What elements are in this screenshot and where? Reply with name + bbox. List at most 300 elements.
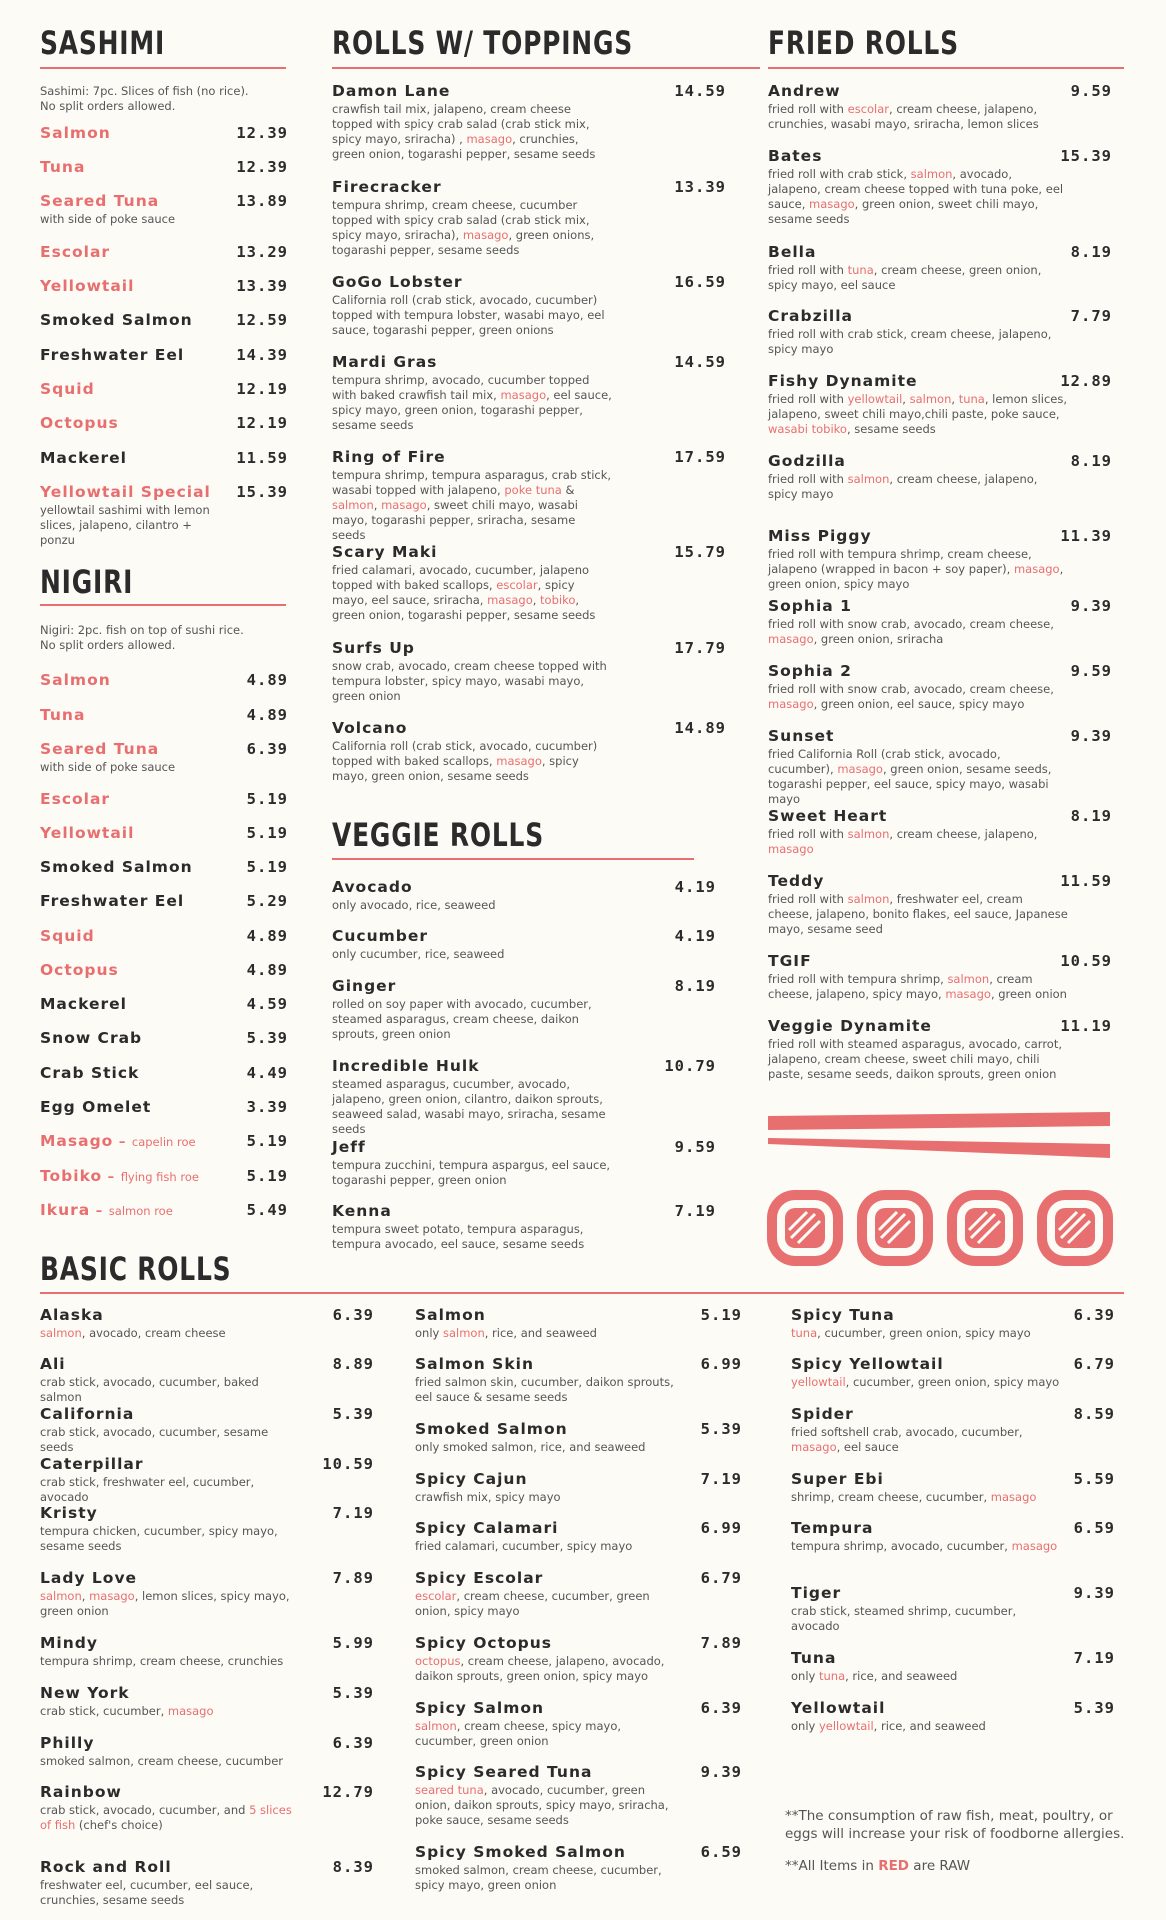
sashimi-item: [40, 483, 288, 548]
basic-roll-item: [40, 1734, 374, 1769]
ingredient-text: steamed asparagus, cucumber, avocado, jalapeno, green onion, cilantro, daikon sprouts, seaweed salad, wasabi mayo, sriracha, sesame seeds: [332, 1077, 606, 1136]
raw-ingredient-text: octopus: [415, 1654, 461, 1668]
item-row: [332, 273, 726, 293]
item-description: [332, 1222, 617, 1252]
item-row: [332, 639, 726, 659]
item-price: 14.89: [674, 719, 726, 737]
ingredient-text: , green onion, togarashi pepper, sesame seeds: [332, 593, 596, 622]
sashimi-note: [40, 84, 249, 114]
topping-roll-item: [332, 273, 726, 338]
item-price: 15.39: [236, 483, 288, 501]
item-description: [40, 1475, 302, 1505]
item-row: [40, 277, 288, 297]
raw-ingredient-text: masago: [496, 754, 542, 768]
item-price: 13.29: [236, 243, 288, 261]
raw-ingredient-text: masago: [945, 987, 991, 1001]
item-row: [40, 1684, 374, 1704]
ingredient-text: fried roll with snow crab, avocado, cream cheese,: [768, 682, 1054, 696]
basic-rolls-heading: BASIC ROLLS: [40, 1250, 232, 1288]
item-description: [332, 997, 617, 1042]
item-price: 9.39: [1070, 727, 1112, 745]
roe-separator: –: [102, 1170, 121, 1185]
item-price: 6.79: [700, 1569, 742, 1587]
raw-footnote-prefix: **All Items in: [785, 1858, 879, 1874]
item-row: [40, 790, 288, 810]
item-row: [40, 740, 288, 760]
item-price: 5.19: [246, 824, 288, 842]
basic-roll-item: [791, 1405, 1115, 1455]
item-name: Escolar: [40, 790, 111, 808]
item-name: Bates: [768, 147, 823, 165]
item-name: Bella: [768, 243, 817, 261]
ingredient-text: fried roll with: [768, 892, 848, 906]
item-row: [768, 872, 1112, 892]
item-name: Jeff: [332, 1138, 366, 1156]
item-description: [40, 1326, 302, 1341]
ingredient-text: crab stick, avocado, cucumber, baked salmon: [40, 1375, 259, 1404]
item-row: [791, 1306, 1115, 1326]
item-name: Tobiko – flying fish roe: [40, 1167, 199, 1185]
basic-rolls-rule: [40, 1292, 1124, 1294]
item-description: [768, 327, 1068, 357]
item-row: [768, 307, 1112, 327]
ingredient-text: (chef's choice): [75, 1818, 163, 1832]
ingredient-text: , lemon slices, spicy mayo, green onion: [40, 1589, 290, 1618]
item-row: [791, 1470, 1115, 1490]
item-price: 7.89: [700, 1634, 742, 1652]
item-name: Freshwater Eel: [40, 346, 185, 364]
item-price: 6.39: [1073, 1306, 1115, 1324]
item-description: [40, 1425, 302, 1455]
sushi-roll-icon: [1035, 1188, 1115, 1268]
item-price: 9.39: [700, 1763, 742, 1781]
fried-roll-item: [768, 727, 1112, 807]
raw-ingredient-text: masago: [791, 1440, 837, 1454]
sashimi-item: [40, 243, 288, 263]
item-price: 4.89: [246, 671, 288, 689]
item-row: [40, 892, 288, 912]
ingredient-text: , rice, and seaweed: [873, 1719, 986, 1733]
item-row: [768, 1017, 1112, 1037]
basic-roll-item: [791, 1584, 1115, 1634]
item-price: 10.59: [1060, 952, 1112, 970]
item-description: [415, 1326, 675, 1341]
item-row: [40, 1858, 374, 1878]
fried-roll-item: [768, 597, 1112, 647]
raw-footnote-red-word: RED: [878, 1858, 910, 1874]
item-name: Teddy: [768, 872, 825, 890]
nigiri-note-line: Nigiri: 2pc. fish on top of sushi rice.: [40, 623, 244, 637]
nigiri-heading: NIGIRI: [40, 563, 134, 601]
sashimi-item: [40, 158, 288, 178]
item-name: Mackerel: [40, 995, 127, 1013]
item-price: 4.49: [246, 1064, 288, 1082]
raw-ingredient-text: masago: [167, 1704, 214, 1718]
item-name: Octopus: [40, 961, 119, 979]
raw-ingredient-text: escolar: [847, 102, 890, 116]
item-name: Tiger: [791, 1584, 842, 1602]
item-name: Spider: [791, 1405, 854, 1423]
item-description: [791, 1539, 1061, 1554]
basic-roll-item: [415, 1699, 742, 1749]
raw-ingredient-text: masago: [768, 842, 814, 856]
topping-roll-item: [332, 543, 726, 623]
item-name: Spicy Cajun: [415, 1470, 528, 1488]
ingredient-text: , spicy mayo, green onion, sesame seeds: [332, 754, 579, 783]
item-price: 5.19: [700, 1306, 742, 1324]
item-description: [415, 1863, 675, 1893]
item-row: [791, 1584, 1115, 1604]
sashimi-note-line: Sashimi: 7pc. Slices of fish (no rice).: [40, 84, 249, 98]
raw-ingredient-text: yellowtail: [818, 1719, 874, 1733]
fried-roll-item: [768, 952, 1112, 1002]
basic-roll-item: [415, 1519, 742, 1554]
fried-roll-item: [768, 662, 1112, 712]
raw-ingredient-text: masago: [1011, 1539, 1058, 1553]
ingredient-text: crab stick, freshwater eel, cucumber, avocado: [40, 1475, 255, 1504]
item-row: [40, 927, 288, 947]
item-name: Spicy Calamari: [415, 1519, 559, 1537]
ingredient-text: fried roll with: [768, 472, 848, 486]
fried-roll-item: [768, 147, 1112, 227]
item-row: [791, 1649, 1115, 1669]
ingredient-text: fried calamari, avocado, cucumber, jalapeno topped with baked scallops,: [332, 563, 590, 592]
item-price: 7.19: [332, 1504, 374, 1522]
rolls-toppings-rule: [332, 67, 760, 69]
item-row: [332, 1138, 716, 1158]
nigiri-rule: [40, 604, 286, 606]
rolls-toppings-heading: ROLLS W/ TOPPINGS: [332, 24, 633, 62]
item-row: [768, 662, 1112, 682]
ingredient-text: fried roll with crab stick, cream cheese, jalapeno, spicy mayo: [768, 327, 1052, 356]
item-name: Spicy Smoked Salmon: [415, 1843, 626, 1861]
item-description: [332, 102, 612, 162]
nigiri-item: [40, 824, 288, 844]
item-description: [40, 1589, 302, 1619]
item-row: [40, 1098, 288, 1118]
ingredient-text: , cream cheese, spicy mayo, cucumber, green onion: [415, 1719, 622, 1748]
ingredient-text: , spicy mayo, eel sauce, sriracha,: [332, 578, 575, 607]
item-name: Tuna: [40, 158, 86, 176]
item-row: [40, 1201, 288, 1221]
basic-roll-item: [791, 1519, 1115, 1554]
item-row: [332, 977, 716, 997]
basic-roll-item: [415, 1470, 742, 1505]
item-row: [415, 1634, 742, 1654]
item-name: Freshwater Eel: [40, 892, 185, 910]
item-row: [40, 1734, 374, 1754]
ingredient-text: tempura shrimp, avocado, cucumber topped with baked crawfish tail mix,: [332, 373, 590, 402]
item-row: [40, 483, 288, 503]
item-price: 8.59: [1073, 1405, 1115, 1423]
basic-roll-item: [791, 1699, 1115, 1734]
item-row: [40, 1306, 374, 1326]
item-name: Yellowtail: [40, 824, 135, 842]
ingredient-text: with side of poke sauce: [40, 760, 176, 774]
basic-roll-item: [791, 1470, 1115, 1505]
item-row: [40, 311, 288, 331]
item-price: 13.39: [674, 178, 726, 196]
ingredient-text: , sesame seeds: [846, 422, 936, 436]
item-name: Cucumber: [332, 927, 429, 945]
raw-ingredient-text: masago: [462, 228, 509, 242]
item-price: 4.59: [246, 995, 288, 1013]
item-name: Fishy Dynamite: [768, 372, 918, 390]
item-name: Spicy Seared Tuna: [415, 1763, 593, 1781]
ingredient-text: , green onion, sriracha: [813, 632, 944, 646]
item-price: 9.59: [1070, 662, 1112, 680]
item-price: 7.19: [1073, 1649, 1115, 1667]
raw-ingredient-text: masago: [89, 1589, 135, 1603]
basic-roll-item: [415, 1763, 742, 1828]
raw-ingredient-text: tuna: [791, 1326, 818, 1340]
item-name: California: [40, 1405, 135, 1423]
item-description: [415, 1539, 675, 1554]
item-description: [791, 1604, 1061, 1634]
item-row: [40, 192, 288, 212]
item-price: 10.79: [664, 1057, 716, 1075]
item-name: Andrew: [768, 82, 841, 100]
item-row: [40, 858, 288, 878]
ingredient-text: , cream cheese, green onion, spicy mayo, eel sauce: [768, 263, 1042, 292]
ingredient-text: only smoked salmon, rice, and seaweed: [415, 1440, 646, 1454]
ingredient-text: ,: [81, 1589, 90, 1603]
veggie-rolls-heading: VEGGIE ROLLS: [332, 816, 544, 854]
ingredient-text: fried roll with: [768, 263, 848, 277]
item-price: 9.39: [1070, 597, 1112, 615]
item-price: 4.19: [674, 878, 716, 896]
item-row: [40, 449, 288, 469]
ingredient-text: , rice, and seaweed: [484, 1326, 597, 1340]
ingredient-text: , eel sauce: [836, 1440, 899, 1454]
item-name: Surfs Up: [332, 639, 415, 657]
ingredient-text: tempura shrimp, cream cheese, crunchies: [40, 1654, 284, 1668]
fried-roll-item: [768, 82, 1112, 132]
ingredient-text: shrimp, cream cheese, cucumber,: [791, 1490, 991, 1504]
raw-ingredient-text: masago: [768, 697, 814, 711]
item-name: Spicy Tuna: [791, 1306, 895, 1324]
ingredient-text: fried calamari, cucumber, spicy mayo: [415, 1539, 633, 1553]
ingredient-text: yellowtail sashimi with lemon slices, jalapeno, cilantro + ponzu: [40, 503, 210, 547]
item-description: [415, 1375, 675, 1405]
veggie-rolls-rule: [332, 858, 694, 860]
item-row: [768, 372, 1112, 392]
item-name: Masago – capelin roe: [40, 1132, 196, 1150]
item-description: [768, 747, 1068, 807]
basic-roll-item: [415, 1634, 742, 1684]
roe-description: salmon roe: [108, 1204, 173, 1218]
item-name: Spicy Salmon: [415, 1699, 545, 1717]
veggie-roll-item: [332, 977, 716, 1042]
ingredient-text: smoked salmon, cream cheese, cucumber: [40, 1754, 284, 1768]
ingredient-text: tempura shrimp, tempura asparagus, crab stick, wasabi topped with jalapeno,: [332, 468, 612, 497]
raw-ingredient-text: salmon: [442, 1326, 485, 1340]
item-price: 5.19: [246, 1132, 288, 1150]
item-price: 6.59: [700, 1843, 742, 1861]
item-description: [332, 373, 612, 433]
item-name: Mardi Gras: [332, 353, 438, 371]
nigiri-item: [40, 1029, 288, 1049]
ingredient-text: fried salmon skin, cucumber, daikon sprouts, eel sauce & sesame seeds: [415, 1375, 674, 1404]
item-description: [791, 1425, 1061, 1455]
nigiri-item: [40, 671, 288, 691]
ingredient-text: fried roll with: [768, 102, 848, 116]
raw-ingredient-text: salmon: [847, 472, 890, 486]
ingredient-text: , eel sauce, spicy mayo, green onion, togarashi pepper, sesame seeds: [332, 388, 612, 432]
ingredient-text: ,: [951, 392, 959, 406]
item-row: [40, 414, 288, 434]
item-price: 17.79: [674, 639, 726, 657]
item-name: Yellowtail: [40, 277, 135, 295]
item-price: 5.49: [246, 1201, 288, 1219]
item-row: [791, 1405, 1115, 1425]
item-row: [332, 1202, 716, 1222]
item-row: [40, 706, 288, 726]
item-row: [40, 1132, 288, 1152]
item-price: 8.19: [1070, 807, 1112, 825]
item-price: 5.59: [1073, 1470, 1115, 1488]
item-name: Escolar: [40, 243, 111, 261]
ingredient-text: fried roll with crab stick,: [768, 167, 911, 181]
item-row: [768, 807, 1112, 827]
nigiri-item: [40, 892, 288, 912]
ingredient-text: , cucumber, green onion, spicy mayo: [845, 1375, 1060, 1389]
item-name: Yellowtail: [791, 1699, 886, 1717]
item-row: [768, 452, 1112, 472]
ingredient-text: crab stick, avocado, cucumber, sesame seeds: [40, 1425, 269, 1454]
item-name: Yellowtail Special: [40, 483, 211, 501]
item-name: Kenna: [332, 1202, 392, 1220]
item-price: 16.59: [674, 273, 726, 291]
ingredient-text: , lemon slices, jalapeno, sweet chili mayo,chili paste, poke sauce,: [768, 392, 1068, 421]
ingredient-text: , cream cheese, jalapeno, avocado, daikon sprouts, green onion, spicy mayo: [415, 1654, 665, 1683]
item-name: Kristy: [40, 1504, 98, 1522]
ingredient-text: , green onion, sesame seeds, togarashi pepper, eel sauce, spicy mayo, wasabi mayo: [768, 762, 1052, 806]
raw-ingredient-text: salmon: [947, 972, 990, 986]
item-name: Ginger: [332, 977, 397, 995]
fried-roll-item: [768, 1017, 1112, 1082]
item-name: Salmon: [40, 671, 111, 689]
item-price: 5.99: [332, 1634, 374, 1652]
item-name: Salmon Skin: [415, 1355, 534, 1373]
item-name: Smoked Salmon: [40, 311, 193, 329]
item-row: [768, 147, 1112, 167]
basic-roll-item: [791, 1649, 1115, 1684]
item-price: 4.89: [246, 927, 288, 945]
chopstick-lower: [768, 1138, 1110, 1158]
item-name: Salmon: [415, 1306, 486, 1324]
basic-roll-item: [40, 1405, 374, 1455]
item-description: [791, 1669, 1061, 1684]
ingredient-text: fried roll with tempura shrimp, cream cheese, jalapeno (wrapped in bacon + soy paper),: [768, 547, 1032, 576]
item-description: [768, 263, 1068, 293]
item-price: 6.79: [1073, 1355, 1115, 1373]
raw-ingredient-text: masago: [487, 593, 533, 607]
fried-roll-item: [768, 243, 1112, 293]
item-name: Squid: [40, 927, 95, 945]
item-price: 3.39: [246, 1098, 288, 1116]
item-price: 12.19: [236, 380, 288, 398]
nigiri-item: [40, 1167, 288, 1187]
item-row: [40, 158, 288, 178]
fried-roll-item: [768, 452, 1112, 502]
item-name: Ikura – salmon roe: [40, 1201, 173, 1219]
item-price: 14.59: [674, 353, 726, 371]
item-price: 6.39: [246, 740, 288, 758]
basic-roll-item: [40, 1504, 374, 1554]
raw-ingredient-text: masago: [500, 388, 547, 402]
item-name: Snow Crab: [40, 1029, 143, 1047]
item-name: Crabzilla: [768, 307, 853, 325]
item-row: [332, 1057, 716, 1077]
item-row: [791, 1519, 1115, 1539]
item-row: [40, 671, 288, 691]
item-price: 9.39: [1073, 1584, 1115, 1602]
roe-description: capelin roe: [131, 1135, 196, 1149]
raw-ingredient-text: yellowtail: [791, 1375, 846, 1389]
nigiri-item: [40, 1201, 288, 1221]
item-row: [40, 1029, 288, 1049]
item-description: [791, 1326, 1061, 1341]
item-price: 11.19: [1060, 1017, 1112, 1035]
item-row: [332, 448, 726, 468]
sashimi-note-line: No split orders allowed.: [40, 99, 176, 113]
item-row: [415, 1699, 742, 1719]
ingredient-text: , sweet chili mayo, wasabi mayo, togarashi pepper, sriracha, sesame seeds: [332, 498, 578, 542]
ingredient-text: , cream cheese, jalapeno,: [889, 827, 1038, 841]
item-row: [415, 1519, 742, 1539]
raw-ingredient-text: salmon: [40, 1589, 82, 1603]
item-price: 4.89: [246, 706, 288, 724]
raw-ingredient-text: salmon: [415, 1719, 457, 1733]
nigiri-item: [40, 706, 288, 726]
item-description: [332, 898, 617, 913]
roe-separator: –: [90, 1204, 109, 1219]
ingredient-text: , rice, and seaweed: [845, 1669, 958, 1683]
item-price: 6.59: [1073, 1519, 1115, 1537]
item-name: Crab Stick: [40, 1064, 140, 1082]
item-description: [791, 1719, 1061, 1734]
nigiri-item: [40, 1064, 288, 1084]
item-description: [332, 1158, 617, 1188]
item-description: [40, 1654, 302, 1669]
item-name: Seared Tuna: [40, 740, 160, 758]
nigiri-item: [40, 927, 288, 947]
topping-roll-item: [332, 639, 726, 704]
ingredient-text: crawfish mix, spicy mayo: [415, 1490, 561, 1504]
basic-roll-item: [415, 1843, 742, 1893]
raw-ingredient-text: masago: [381, 498, 427, 512]
item-name: Mackerel: [40, 449, 127, 467]
item-description: [768, 972, 1068, 1002]
ingredient-text: only cucumber, rice, seaweed: [332, 947, 505, 961]
basic-roll-item: [40, 1306, 374, 1341]
sashimi-item: [40, 192, 288, 227]
item-name: Firecracker: [332, 178, 442, 196]
item-row: [40, 1405, 374, 1425]
nigiri-item: [40, 858, 288, 878]
raw-ingredient-text: tuna: [818, 1669, 846, 1683]
item-name: Squid: [40, 380, 95, 398]
ingredient-text: , crunchies, green onion, togarashi pepper, sesame seeds: [332, 132, 596, 161]
item-description: [40, 1803, 302, 1833]
item-name: Seared Tuna: [40, 192, 160, 210]
item-description: [768, 547, 1068, 592]
ingredient-text: , cream cheese, jalapeno, crunchies, wasabi mayo, sriracha, lemon slices: [768, 102, 1039, 131]
raw-ingredient-text: escolar: [496, 578, 538, 592]
ingredient-text: freshwater eel, cucumber, eel sauce, crunchies, sesame seeds: [40, 1878, 254, 1907]
item-name: Rainbow: [40, 1783, 122, 1801]
